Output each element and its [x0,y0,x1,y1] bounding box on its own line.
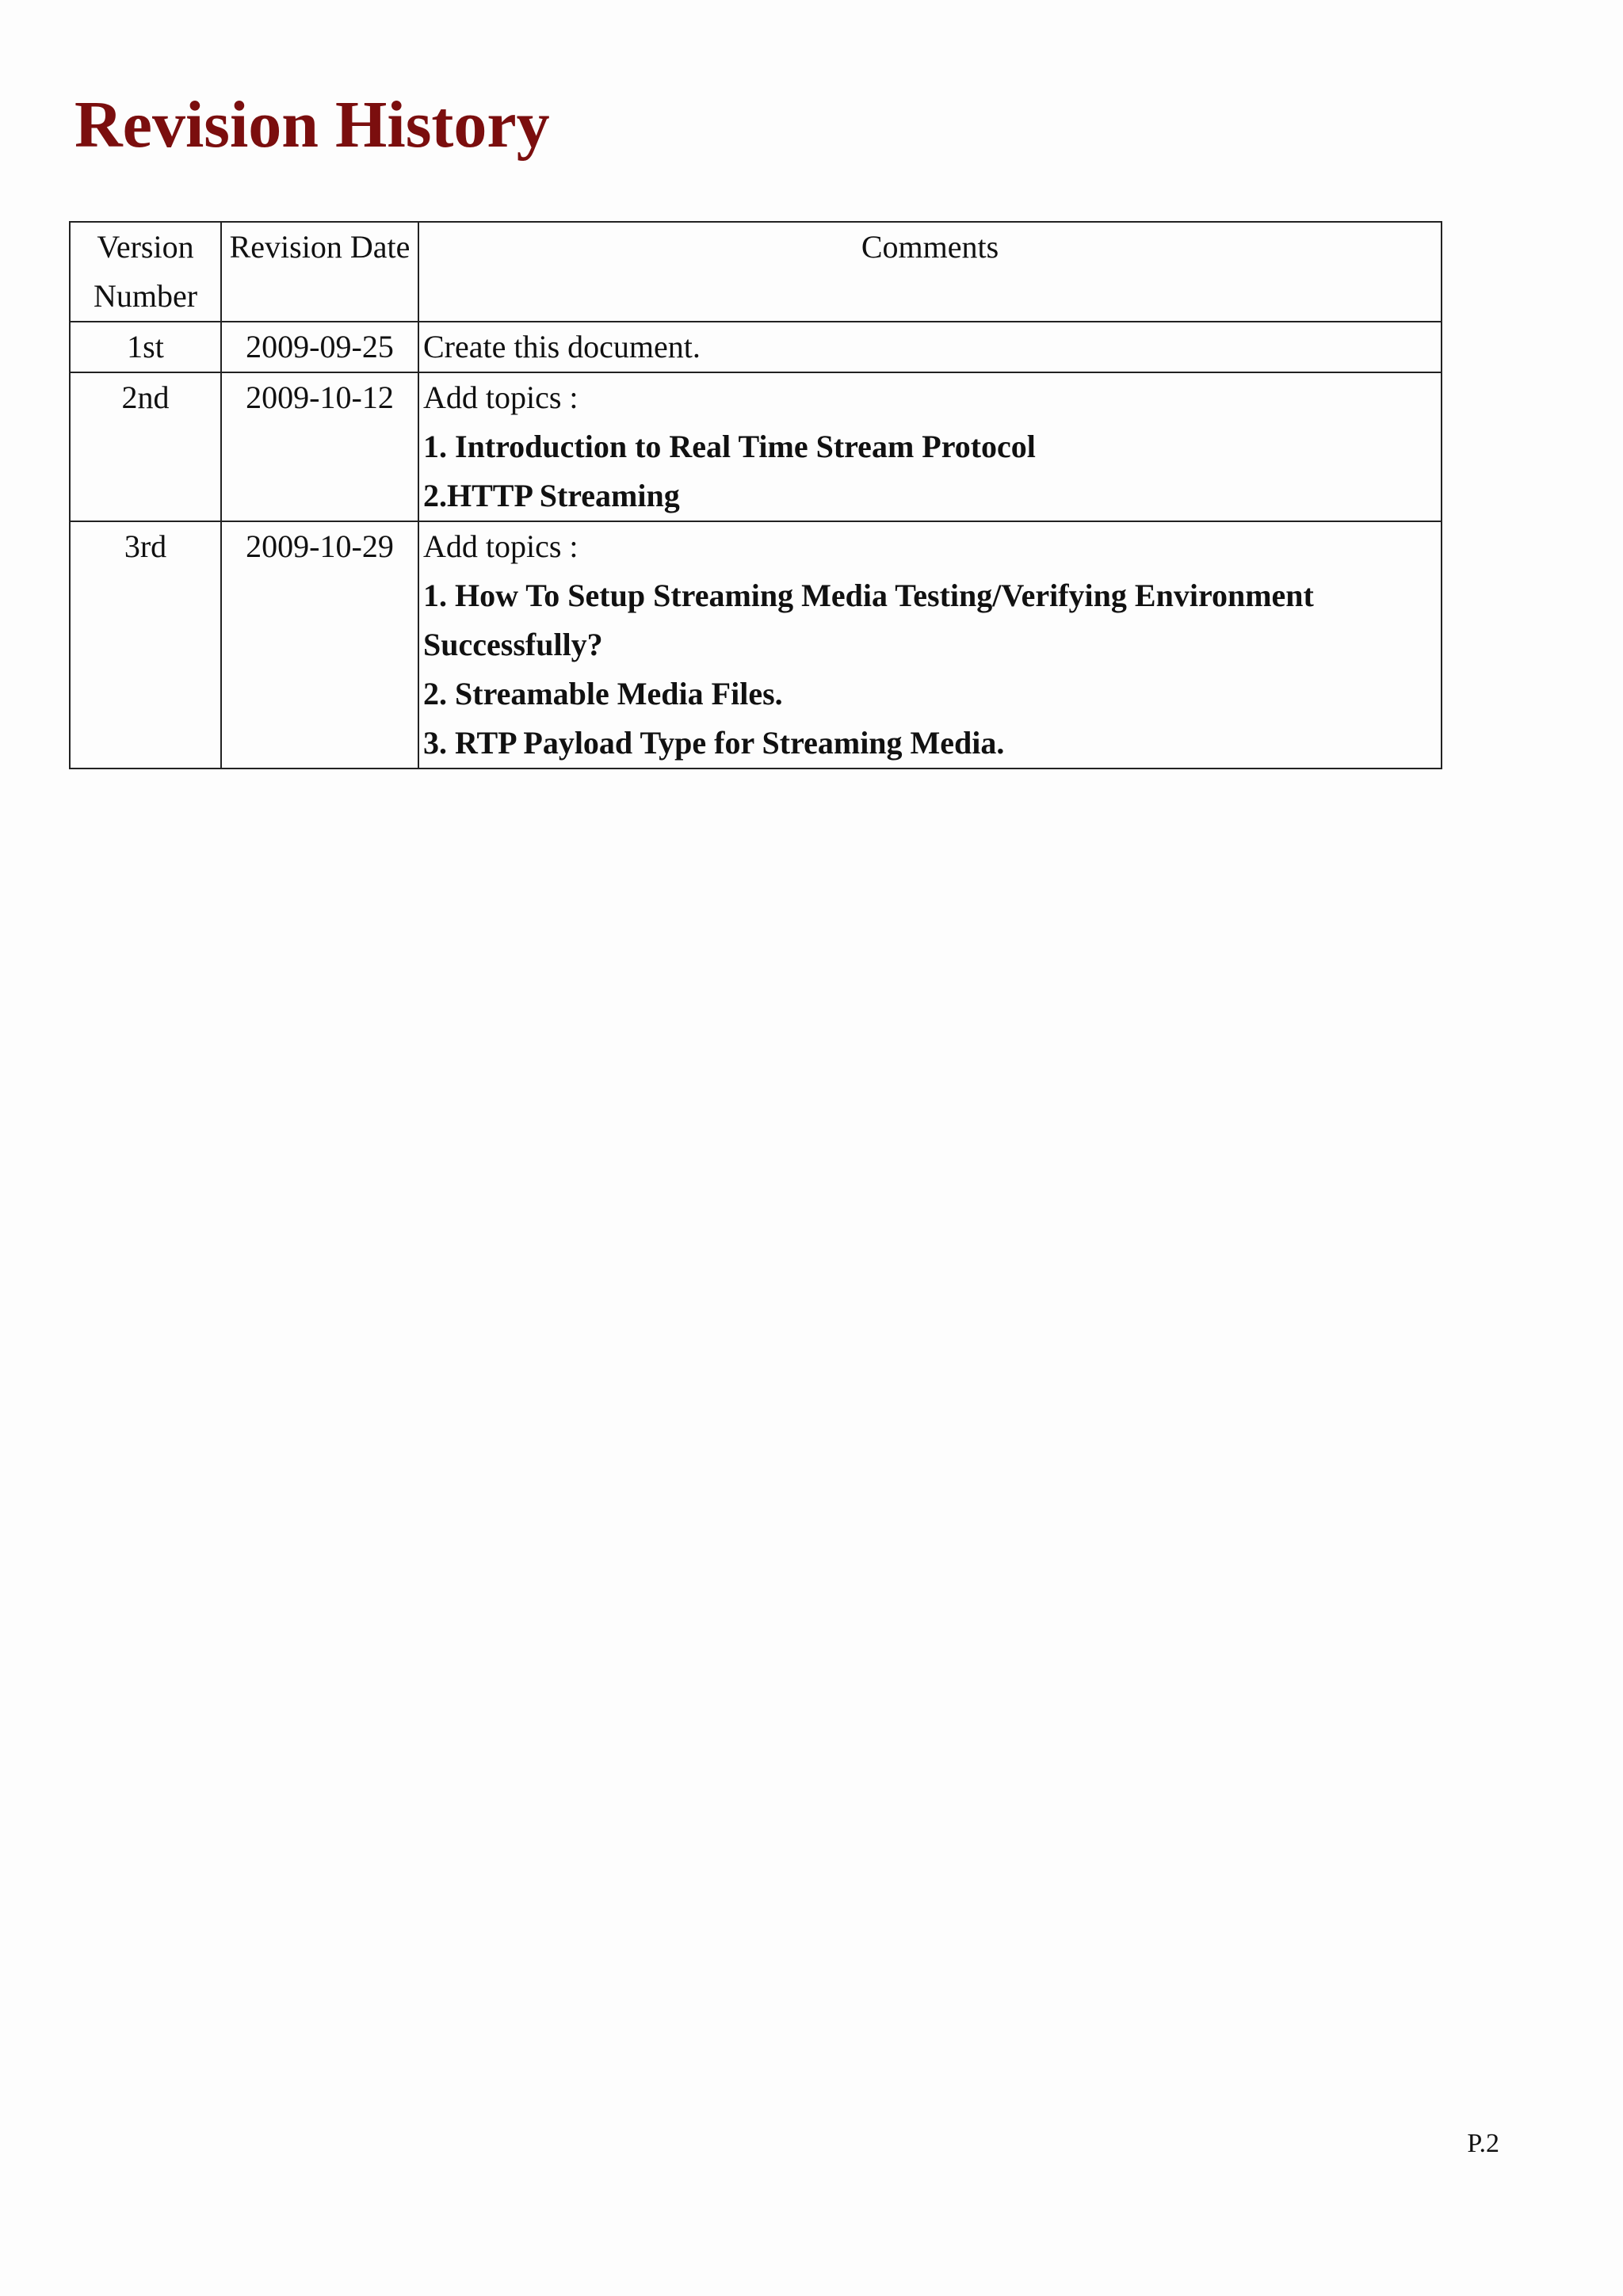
page-number: P.2 [1467,2129,1499,2158]
comments-cell [418,372,1442,521]
comment-intro: Add topics : [423,528,579,564]
comment-topic: 1. How To Setup Streaming Media Testing/Verifying Environment Successfully? [423,578,1314,662]
header-version-number [70,222,221,322]
date-cell: 2009-10-12 [221,372,418,521]
header-version-line1: Version [97,229,194,265]
revision-history-table [69,221,1442,769]
comment-topic: 2.HTTP Streaming [423,478,680,513]
table-row [70,521,1442,769]
date-cell: 2009-09-25 [221,322,418,372]
table-header-row [70,222,1442,322]
comments-cell [418,521,1442,769]
version-cell: 3rd [70,521,221,769]
date-cell: 2009-10-29 [221,521,418,769]
comment-topic: 3. RTP Payload Type for Streaming Media. [423,725,1005,761]
page-title: Revision History [74,88,550,162]
header-revision-date: Revision Date [221,222,418,322]
comment-topic: 1. Introduction to Real Time Stream Protocol [423,429,1036,464]
comment-topic: 2. Streamable Media Files. [423,676,783,711]
version-cell: 2nd [70,372,221,521]
header-version-line2: Number [93,278,198,314]
version-cell: 1st [70,322,221,372]
comments-cell [418,322,1442,372]
comment-intro: Add topics : [423,379,579,415]
table-row [70,372,1442,521]
table-row [70,322,1442,372]
header-comments: Comments [418,222,1442,322]
comment-intro: Create this document. [423,329,701,364]
